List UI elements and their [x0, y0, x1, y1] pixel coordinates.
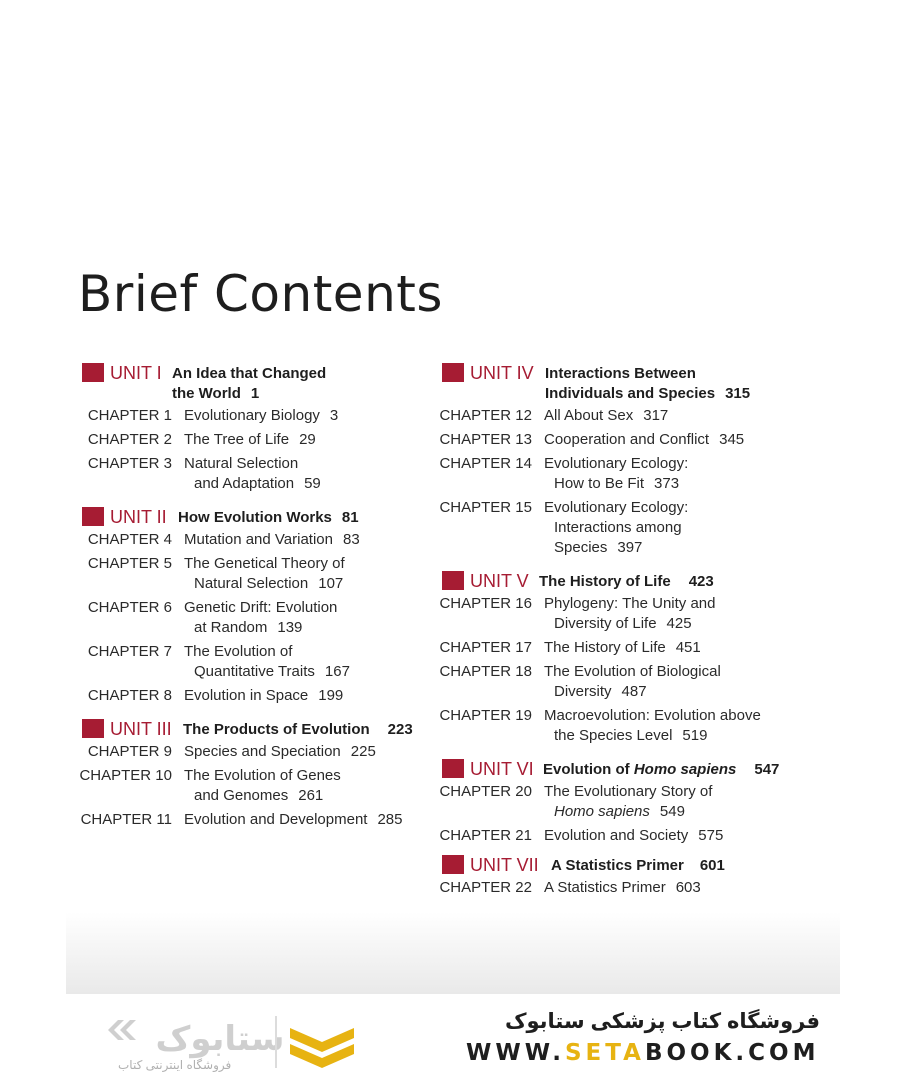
unit-label: UNIT VII — [470, 855, 539, 875]
chapter-page: 167 — [324, 663, 350, 680]
unit-label: UNIT V — [470, 571, 529, 591]
unit-label: UNIT VI — [470, 759, 534, 779]
unit-page: 81 — [341, 509, 359, 526]
chapter-page: 83 — [342, 531, 360, 548]
chapter-entry[interactable]: CHAPTER 5 The Genetical Theory of Natural Selection 107 — [87, 555, 345, 592]
unit-title: An Idea that Changed the World 1 — [172, 365, 327, 402]
unit-page: 423 — [688, 573, 714, 590]
chapter-page: 261 — [298, 787, 324, 804]
chapter-entry[interactable]: CHAPTER 14 Evolutionary Ecology: How to Be Fit 373 — [439, 455, 689, 492]
chapter-entry[interactable]: CHAPTER 7 The Evolution of Quantitative Traits 167 — [87, 643, 350, 680]
chapter-number: CHAPTER 11 — [80, 811, 172, 828]
chapter-number: CHAPTER 3 — [87, 455, 172, 472]
unit-page: 223 — [387, 721, 413, 738]
contents-right-column — [438, 362, 788, 902]
unit-page: 601 — [699, 857, 725, 874]
logo-subtitle: فروشگاه اینترنتی کتاب — [118, 1058, 232, 1072]
unit-heading[interactable] — [78, 362, 428, 402]
chapter-page: 199 — [318, 687, 344, 704]
chapter-page: 285 — [377, 811, 403, 828]
chapter-entry[interactable]: CHAPTER 15 Evolutionary Ecology: Interactions among Species 397 — [439, 499, 689, 556]
chapter-number: CHAPTER 10 — [79, 767, 172, 784]
chapter-entry[interactable]: CHAPTER 8 Evolution in Space 199 — [87, 687, 344, 704]
unit-page: 315 — [725, 385, 751, 402]
chapter-number: CHAPTER 14 — [439, 455, 532, 472]
unit-page: 1 — [250, 385, 260, 402]
chapter-entry[interactable]: CHAPTER 18 The Evolution of Biological Diversity 487 — [439, 663, 721, 700]
unit-title: The Products of Evolution 223 — [183, 721, 413, 738]
store-name: فروشگاه کتاب پزشکی ستابوک — [504, 1010, 820, 1033]
unit-heading[interactable] — [78, 506, 428, 526]
chapter-page: 425 — [666, 615, 692, 632]
chapter-entry[interactable]: CHAPTER 21 Evolution and Society 575 — [439, 827, 724, 844]
website-url[interactable]: WWW.SETABOOK.COM — [466, 1040, 820, 1066]
chevron-icon — [108, 1020, 136, 1040]
unit-label: UNIT IV — [470, 363, 534, 383]
chapter-number: CHAPTER 5 — [87, 555, 172, 572]
unit-heading[interactable] — [438, 362, 788, 402]
unit-page: 547 — [754, 761, 780, 778]
chapter-entry[interactable]: CHAPTER 10 The Evolution of Genes and Genomes 261 — [79, 767, 341, 804]
unit-marker — [442, 363, 464, 382]
unit-marker — [82, 363, 104, 382]
chapter-number: CHAPTER 12 — [439, 407, 532, 424]
chapter-entry[interactable]: CHAPTER 20 The Evolutionary Story of Homo sapiens 549 — [439, 783, 713, 820]
unit-heading[interactable] — [438, 854, 788, 874]
unit-label: UNIT I — [110, 363, 162, 383]
unit-heading[interactable] — [438, 758, 788, 778]
chapter-entry[interactable]: CHAPTER 22 A Statistics Primer 603 — [439, 879, 701, 896]
chapter-page: 345 — [719, 431, 745, 448]
chapter-number: CHAPTER 20 — [439, 783, 532, 800]
chapter-number: CHAPTER 22 — [439, 879, 532, 896]
chapter-page: 3 — [329, 407, 339, 424]
chapter-page: 59 — [304, 475, 321, 492]
chapter-page: 451 — [675, 639, 701, 656]
chapter-page: 139 — [277, 619, 303, 636]
unit-marker — [442, 759, 464, 778]
chapter-page: 373 — [654, 475, 680, 492]
chapter-page: 603 — [675, 879, 701, 896]
chapter-entry[interactable]: CHAPTER 3 Natural Selection and Adaptation 59 — [87, 455, 321, 492]
chapter-entry[interactable]: CHAPTER 6 Genetic Drift: Evolution at Random 139 — [87, 599, 338, 636]
chapter-number: CHAPTER 17 — [439, 639, 532, 656]
chapter-number: CHAPTER 6 — [87, 599, 172, 616]
chapter-entry[interactable]: CHAPTER 11 Evolution and Development 285 — [80, 811, 403, 828]
stacked-chevrons-icon — [290, 1028, 354, 1068]
chapter-page: 549 — [659, 803, 685, 820]
chapter-entry[interactable]: CHAPTER 4 Mutation and Variation 83 — [87, 531, 360, 548]
chapter-number: CHAPTER 9 — [87, 743, 172, 760]
page-title: Brief Contents — [78, 265, 443, 323]
chapter-page: 519 — [682, 727, 708, 744]
chapter-number: CHAPTER 4 — [87, 531, 172, 548]
unit-label: UNIT II — [110, 507, 167, 527]
chapter-page: 29 — [299, 431, 316, 448]
chapter-entry[interactable]: CHAPTER 2 The Tree of Life 29 — [87, 431, 316, 448]
unit-marker — [442, 855, 464, 874]
chapter-number: CHAPTER 2 — [87, 431, 172, 448]
chapter-entry[interactable]: CHAPTER 16 Phylogeny: The Unity and Diversity of Life 425 — [439, 595, 716, 632]
unit-title: Evolution of Homo sapiens 547 — [543, 761, 780, 778]
chapter-page: 107 — [318, 575, 344, 592]
chapter-entry[interactable]: CHAPTER 19 Macroevolution: Evolution above the Species Level 519 — [439, 707, 761, 744]
unit-title: The History of Life 423 — [539, 573, 714, 590]
footer-shadow — [66, 912, 840, 994]
chapter-number: CHAPTER 15 — [439, 499, 532, 516]
svg-text:ستابوک: ستابوک — [155, 1019, 285, 1059]
unit-marker — [82, 507, 104, 526]
chapter-entry[interactable]: CHAPTER 1 Evolutionary Biology 3 — [87, 407, 339, 424]
chapter-number: CHAPTER 7 — [87, 643, 172, 660]
chapter-number: CHAPTER 13 — [439, 431, 532, 448]
chapter-entry[interactable]: CHAPTER 9 Species and Speciation 225 — [87, 743, 376, 760]
unit-title: How Evolution Works 81 — [178, 509, 359, 526]
chapter-page: 487 — [621, 683, 647, 700]
chapter-number: CHAPTER 1 — [87, 407, 172, 424]
chapter-number: CHAPTER 16 — [439, 595, 532, 612]
chapter-number: CHAPTER 8 — [87, 687, 172, 704]
chapter-entry[interactable]: CHAPTER 12 All About Sex 317 — [439, 407, 669, 424]
unit-marker — [442, 571, 464, 590]
chapter-page: 225 — [350, 743, 376, 760]
unit-heading[interactable] — [78, 718, 428, 738]
chapter-number: CHAPTER 21 — [439, 827, 532, 844]
unit-marker — [82, 719, 104, 738]
chapter-page: 317 — [643, 407, 669, 424]
unit-heading[interactable] — [438, 570, 788, 590]
chapter-entry[interactable]: CHAPTER 17 The History of Life 451 — [439, 639, 701, 656]
chapter-page: 575 — [698, 827, 724, 844]
chapter-number: CHAPTER 18 — [439, 663, 532, 680]
unit-label: UNIT III — [110, 719, 172, 739]
chapter-number: CHAPTER 19 — [439, 707, 532, 724]
chapter-page: 397 — [617, 539, 643, 556]
unit-title: Interactions Between Individuals and Species 315 — [545, 365, 751, 402]
unit-title: A Statistics Primer 601 — [551, 857, 725, 874]
chapter-entry[interactable]: CHAPTER 13 Cooperation and Conflict 345 — [439, 431, 745, 448]
contents-left-column — [78, 362, 428, 834]
